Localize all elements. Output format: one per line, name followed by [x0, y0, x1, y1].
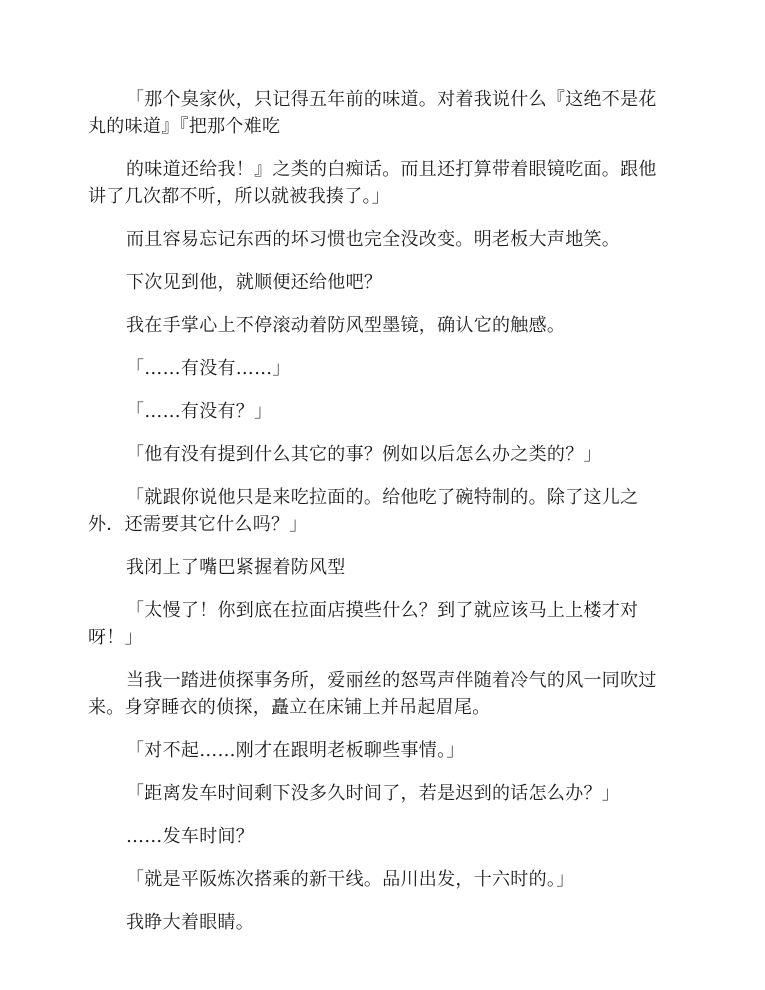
paragraph-15: ……发车时间？ — [126, 826, 255, 847]
paragraph-13: 「对不起……刚才在跟明老板聊些事情。」 — [126, 740, 465, 761]
paragraph-3: 而且容易忘记东西的坏习惯也完全没改变。明老板大声地笑。 — [126, 229, 621, 250]
paragraph-11: 「太慢了！你到底在拉面店摸些什么？到了就应该马上上楼才对呀！」 — [88, 600, 639, 648]
paragraph-16: 「就是平阪炼次搭乘的新干线。品川出发，十六时的。」 — [126, 869, 575, 890]
paragraph-10: 我闭上了嘴巴紧握着防风型 — [126, 557, 346, 578]
paragraph-4: 下次见到他，就顺便还给他吧？ — [126, 272, 383, 293]
paragraph-17: 我睁大着眼睛。 — [126, 912, 255, 933]
paragraph-12: 当我一踏进侦探事务所，爱丽丝的怒骂声伴随着冷气的风一同吹过来。身穿睡衣的侦探，矗立在床铺上并吊起眉尾。 — [88, 670, 657, 718]
paragraph-6: 「……有没有……」 — [126, 358, 291, 379]
paragraph-9: 「就跟你说他只是来吃拉面的。给他吃了碗特制的。除了这儿之外．还需要其它什么吗？」 — [88, 487, 639, 535]
paragraph-8: 「他有没有提到什么其它的事？例如以后怎么办之类的？」 — [126, 444, 602, 465]
paragraph-5: 我在手掌心上不停滚动着防风型墨镜，确认它的触感。 — [126, 315, 566, 336]
paragraph-14: 「距离发车时间剩下没多久时间了，若是迟到的话怎么办？」 — [126, 783, 621, 804]
paragraph-2: 的味道还给我！』之类的白痴话。而且还打算带着眼镜吃面。跟他讲了几次都不听，所以就被我揍了。」 — [88, 159, 657, 207]
paragraph-7: 「……有没有？」 — [126, 401, 273, 422]
paragraph-1: 「那个臭家伙，只记得五年前的味道。对着我说什么『这绝不是花丸的味道』『把那个难吃 — [88, 89, 657, 137]
